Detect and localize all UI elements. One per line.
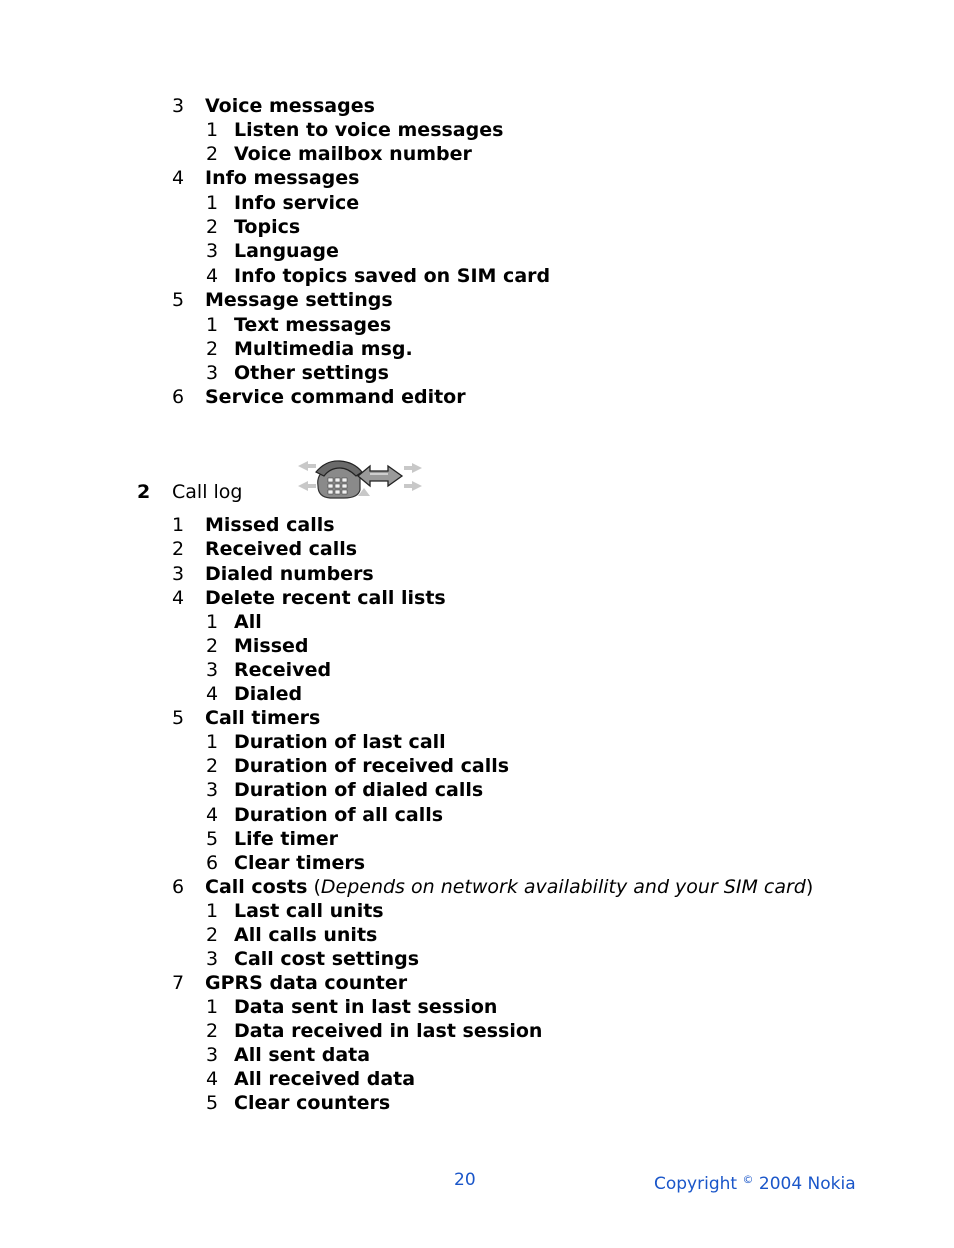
- item-label: Clear counters: [234, 1092, 391, 1114]
- item-label: Topics: [234, 216, 301, 238]
- item-note: Depends on network availability and your SIM card: [320, 876, 806, 898]
- item-label: Duration of all calls: [234, 804, 444, 826]
- item-label: GPRS data counter: [205, 972, 408, 994]
- item-number: 3: [206, 948, 219, 970]
- item-label: All calls units: [234, 924, 378, 946]
- item-number: 4: [206, 1068, 219, 1090]
- item-number: 3: [206, 362, 219, 384]
- submenu-item: [0, 239, 954, 263]
- item-label: Info messages: [205, 167, 360, 189]
- note-close-paren: ): [805, 876, 814, 898]
- submenu-item: [0, 682, 954, 706]
- item-label: Language: [234, 240, 339, 262]
- submenu-item: [0, 634, 954, 658]
- item-number: 3: [206, 1044, 219, 1066]
- item-label-with-note: [205, 875, 813, 899]
- item-number: 2: [206, 143, 219, 165]
- submenu-item: [0, 191, 954, 215]
- item-number: 2: [206, 755, 219, 777]
- submenu-item: [0, 1043, 954, 1067]
- item-label: All: [234, 611, 262, 633]
- item-label: Delete recent call lists: [205, 587, 446, 609]
- section-heading: [0, 480, 954, 504]
- item-label: Listen to voice messages: [234, 119, 504, 141]
- menu-item: [0, 537, 954, 561]
- item-number: 1: [206, 731, 219, 753]
- item-label: Data received in last session: [234, 1020, 543, 1042]
- item-label: Call costs: [205, 876, 308, 898]
- submenu-item: [0, 851, 954, 875]
- item-number: 1: [206, 192, 219, 214]
- item-number: 1: [206, 119, 219, 141]
- submenu-item: [0, 827, 954, 851]
- submenu-item: [0, 947, 954, 971]
- copyright-symbol: ©: [742, 1173, 754, 1186]
- submenu-item: [0, 995, 954, 1019]
- menu-item: [0, 288, 954, 312]
- submenu-item: [0, 118, 954, 142]
- item-label: Voice messages: [205, 95, 375, 117]
- item-number: 1: [206, 900, 219, 922]
- copyright-notice: [654, 1168, 856, 1192]
- menu-item: [0, 875, 954, 899]
- item-number: 2: [172, 538, 185, 560]
- item-label: Missed: [234, 635, 309, 657]
- item-label: Received calls: [205, 538, 358, 560]
- item-label: All sent data: [234, 1044, 371, 1066]
- item-number: 4: [206, 265, 219, 287]
- menu-item: [0, 562, 954, 586]
- submenu-item: [0, 1019, 954, 1043]
- copyright-prefix: Copyright: [654, 1174, 743, 1194]
- item-number: 5: [206, 1092, 219, 1114]
- submenu-item: [0, 754, 954, 778]
- item-label: Dialed: [234, 683, 303, 705]
- copyright-suffix: 2004 Nokia: [753, 1174, 856, 1194]
- menu-item: [0, 971, 954, 995]
- item-label: Last call units: [234, 900, 384, 922]
- note-open-paren: (: [307, 876, 321, 898]
- item-number: 4: [172, 167, 185, 189]
- item-number: 3: [172, 95, 185, 117]
- item-number: 3: [206, 659, 219, 681]
- menu-item: [0, 166, 954, 190]
- page-number: 20: [454, 1170, 476, 1190]
- item-label: Service command editor: [205, 386, 466, 408]
- item-number: 6: [206, 852, 219, 874]
- submenu-item: [0, 1067, 954, 1091]
- item-label: Duration of last call: [234, 731, 446, 753]
- item-label: Received: [234, 659, 332, 681]
- submenu-item: [0, 215, 954, 239]
- item-number: 5: [172, 707, 185, 729]
- submenu-item: [0, 361, 954, 385]
- item-label: Info topics saved on SIM card: [234, 265, 551, 287]
- item-label: Other settings: [234, 362, 389, 384]
- item-label: Info service: [234, 192, 360, 214]
- item-number: 3: [206, 240, 219, 262]
- item-number: 2: [206, 1020, 219, 1042]
- item-number: 6: [172, 386, 185, 408]
- menu-item: [0, 385, 954, 409]
- item-label: Multimedia msg.: [234, 338, 413, 360]
- item-label: Voice mailbox number: [234, 143, 472, 165]
- item-label: Message settings: [205, 289, 393, 311]
- submenu-item: [0, 730, 954, 754]
- item-label: Duration of received calls: [234, 755, 510, 777]
- item-number: 4: [172, 587, 185, 609]
- item-number: 1: [172, 514, 185, 536]
- submenu-item: [0, 778, 954, 802]
- item-label: Clear timers: [234, 852, 366, 874]
- submenu-item: [0, 337, 954, 361]
- item-number: 7: [172, 972, 185, 994]
- item-label: Dialed numbers: [205, 563, 374, 585]
- item-label: All received data: [234, 1068, 416, 1090]
- item-label: Missed calls: [205, 514, 335, 536]
- submenu-item: [0, 923, 954, 947]
- item-label: Data sent in last session: [234, 996, 498, 1018]
- item-number: 4: [206, 683, 219, 705]
- item-label: Life timer: [234, 828, 339, 850]
- section-number: 2: [137, 481, 151, 503]
- item-number: 2: [206, 924, 219, 946]
- item-number: 2: [206, 635, 219, 657]
- submenu-item: [0, 899, 954, 923]
- menu-item: [0, 94, 954, 118]
- item-label: Duration of dialed calls: [234, 779, 484, 801]
- item-number: 2: [206, 216, 219, 238]
- item-number: 2: [206, 338, 219, 360]
- submenu-item: [0, 313, 954, 337]
- menu-item: [0, 513, 954, 537]
- item-number: 1: [206, 314, 219, 336]
- menu-item: [0, 706, 954, 730]
- submenu-item: [0, 142, 954, 166]
- item-number: 3: [172, 563, 185, 585]
- section-title: Call log: [172, 481, 243, 503]
- item-label: Call timers: [205, 707, 321, 729]
- item-number: 4: [206, 804, 219, 826]
- submenu-item: [0, 264, 954, 288]
- item-label: Call cost settings: [234, 948, 420, 970]
- menu-item: [0, 586, 954, 610]
- item-number: 1: [206, 996, 219, 1018]
- call-log-phone-arrows-icon: [296, 456, 424, 500]
- item-number: 6: [172, 876, 185, 898]
- submenu-item: [0, 658, 954, 682]
- item-number: 5: [206, 828, 219, 850]
- item-number: 3: [206, 779, 219, 801]
- item-number: 1: [206, 611, 219, 633]
- item-label: Text messages: [234, 314, 392, 336]
- submenu-item: [0, 610, 954, 634]
- submenu-item: [0, 803, 954, 827]
- item-number: 5: [172, 289, 185, 311]
- submenu-item: [0, 1091, 954, 1115]
